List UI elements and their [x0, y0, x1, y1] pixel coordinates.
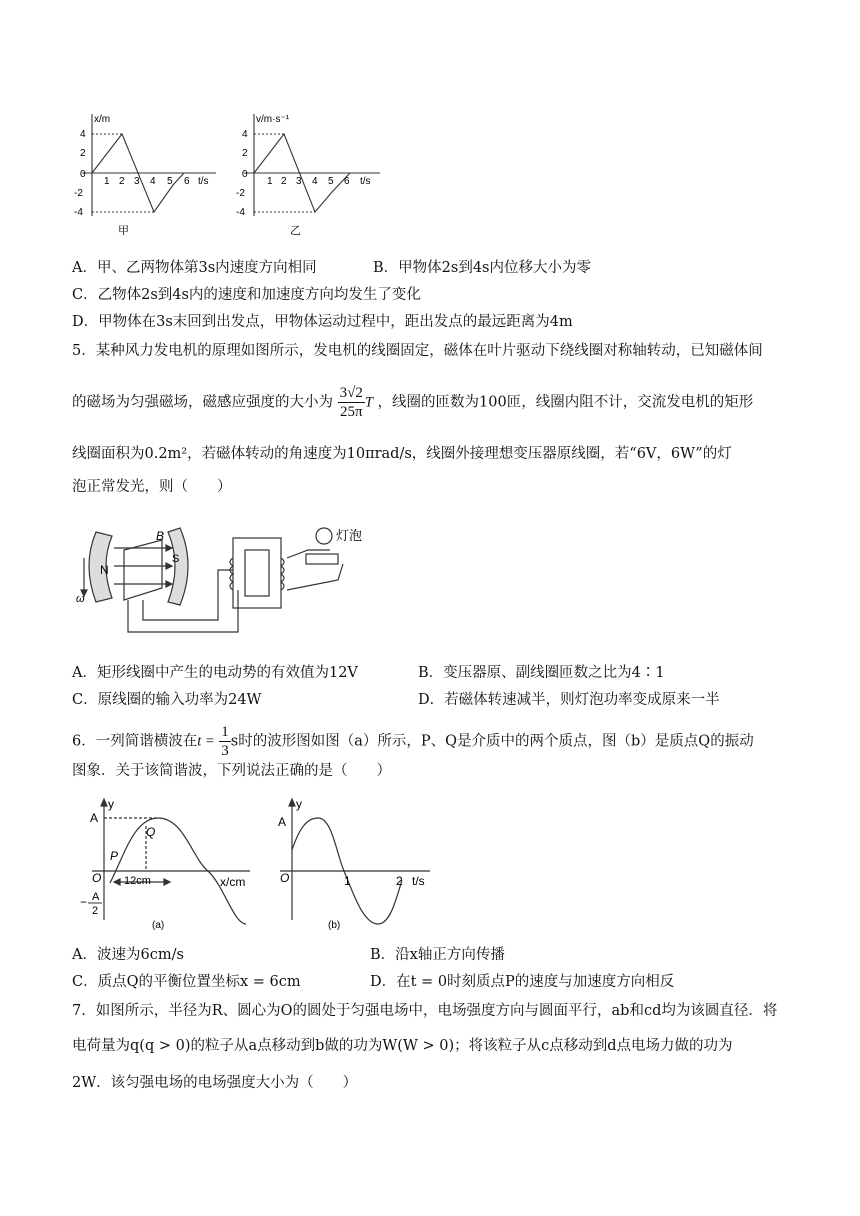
wave-a-Q: Q — [146, 825, 156, 839]
q7-stem-line2: 电荷量为q(q > 0)的粒子从a点移动到b做的功为W(W > 0)；将该粒子从c点移动到d点电场力做的功为 — [72, 1038, 733, 1054]
figure-yi — [232, 108, 392, 240]
jia-xtick: 3 — [134, 176, 140, 187]
q5-option-a: A．矩形线圈中产生的电动势的有效值为12V — [72, 665, 358, 681]
q4-option-b: B．甲物体2s到4s内位移大小为零 — [373, 260, 591, 276]
yi-ytick: 0 — [242, 169, 248, 180]
q5-stem-line2 — [72, 384, 753, 421]
q5-option-d: D．若磁体转速减半，则灯泡功率变成原来一半 — [418, 692, 720, 708]
wave-a-negA-num: A — [92, 891, 100, 903]
fraction-denominator: 3 — [221, 743, 229, 759]
fraction-numerator: 3√2 — [339, 385, 363, 401]
q6-option-c: C．质点Q的平衡位置坐标x = 6cm — [72, 974, 301, 990]
q5-stem-text: 的磁场为匀强磁场，磁感应强度的大小为 — [72, 394, 333, 411]
jia-ytick: 0 — [80, 169, 86, 180]
q5-option-b: B．变压器原、副线圈匝数之比为4∶1 — [418, 665, 665, 681]
q4-option-a: A．甲、乙两物体第3s内速度方向相同 — [72, 260, 317, 276]
wave-b-caption: (b) — [328, 920, 341, 931]
yi-xtick: 4 — [312, 176, 318, 187]
jia-ytick: -4 — [74, 207, 83, 218]
q6-option-a: A．波速为6cm/s — [72, 947, 184, 963]
figure-wave-a — [74, 796, 264, 936]
q5-stem-line3: 线圈面积为0.2m²，若磁体转动的角速度为10πrad/s，线圈外接理想变压器原线圈，若“6V，6W”的灯 — [72, 446, 732, 462]
yi-xtick: 6 — [344, 176, 350, 187]
jia-caption: 甲 — [118, 225, 129, 237]
wave-b-t1: 1 — [344, 874, 351, 888]
yi-xtick: 1 — [267, 176, 273, 187]
jia-xtick: 5 — [167, 176, 173, 187]
wave-b-t2: 2 — [396, 874, 403, 888]
jia-xtick: 6 — [184, 176, 190, 187]
yi-xtick: 3 — [296, 176, 302, 187]
label-bulb: 灯泡 — [336, 528, 363, 543]
wave-b-xlabel: t/s — [412, 874, 425, 888]
q4-option-d: D．甲物体在3s末回到出发点，甲物体运动过程中，距出发点的最远距离为4m — [72, 314, 573, 330]
figure-generator — [68, 510, 368, 640]
q6-stem-line1 — [72, 723, 754, 760]
q6-option-b: B．沿x轴正方向传播 — [370, 947, 505, 963]
q6-stem-text: 6．一列简谐横波在 — [72, 733, 198, 750]
q4-option-c: C．乙物体2s到4s内的速度和加速度方向均发生了变化 — [72, 287, 421, 303]
q5-stem-line4: 泡正常发光，则（ ） — [72, 479, 232, 495]
label-N: N — [100, 563, 109, 577]
wave-a-A: A — [90, 811, 99, 825]
yi-ytick: 2 — [242, 148, 248, 159]
q5-stem-line1: 5．某种风力发电机的原理如图所示，发电机的线圈固定，磁体在叶片驱动下绕线圈对称轴转动，已知磁体间 — [72, 343, 763, 359]
wave-b-y: y — [296, 797, 302, 811]
jia-xlabel: t/s — [198, 176, 209, 187]
label-B: B — [156, 529, 165, 543]
wave-a-P: P — [110, 849, 119, 863]
q6-time-fraction — [219, 723, 231, 760]
jia-ytick: -2 — [74, 188, 83, 199]
yi-ylabel: v/m·s⁻¹ — [256, 114, 290, 125]
wave-a-xlabel: x/cm — [220, 875, 246, 889]
yi-ytick: -4 — [236, 207, 245, 218]
yi-xtick: 5 — [328, 176, 334, 187]
wave-a-y: y — [108, 797, 114, 811]
figure-wave-b — [270, 796, 440, 936]
q6-stem-text: s时的波形图如图（a）所示，P、Q是介质中的两个质点，图（b）是质点Q的振动 — [230, 733, 754, 750]
q5-stem-text: ，线圈的匝数为100匝，线圈内阻不计，交流发电机的矩形 — [377, 394, 754, 411]
label-omega: ω — [76, 593, 85, 605]
jia-xtick: 2 — [119, 176, 125, 187]
yi-caption: 乙 — [290, 225, 301, 237]
fraction-numerator: 1 — [221, 724, 229, 740]
jia-ytick: 4 — [80, 129, 86, 140]
jia-xtick: 1 — [104, 176, 110, 187]
q7-stem-line3: 2W．该匀强电场的电场强度大小为（ ） — [72, 1075, 358, 1091]
label-S: S — [172, 553, 180, 565]
q7-stem-line1: 7．如图所示，半径为R、圆心为O的圆处于匀强电场中，电场强度方向与圆面平行，ab和cd均为该圆直径．将 — [72, 1003, 778, 1019]
yi-ytick: -2 — [236, 188, 245, 199]
q6-stem-line2: 图象．关于该简谐波，下列说法正确的是（ ） — [72, 763, 391, 779]
q6-time-var: t = — [197, 733, 215, 750]
wave-a-dist: 12cm — [124, 875, 151, 887]
wave-b-A: A — [278, 815, 287, 829]
fraction-denominator: 25π — [339, 404, 363, 420]
yi-xlabel: t/s — [360, 176, 371, 187]
q5-b-fraction — [338, 384, 365, 421]
wave-a-O: O — [92, 871, 102, 885]
jia-ytick: 2 — [80, 148, 86, 159]
figure-jia — [66, 108, 226, 240]
wave-b-O: O — [280, 871, 290, 885]
yi-ytick: 4 — [242, 129, 248, 140]
q6-option-d: D．在t = 0时刻质点P的速度与加速度方向相反 — [370, 974, 675, 990]
unit-tesla: T — [364, 394, 373, 411]
wave-a-caption: (a) — [152, 920, 165, 931]
yi-xtick: 2 — [281, 176, 287, 187]
q5-option-c: C．原线圈的输入功率为24W — [72, 692, 262, 708]
wave-a-negA-den: 2 — [92, 905, 99, 917]
jia-xtick: 4 — [150, 176, 156, 187]
svg-text:−: − — [80, 895, 88, 909]
jia-ylabel: x/m — [94, 114, 111, 125]
